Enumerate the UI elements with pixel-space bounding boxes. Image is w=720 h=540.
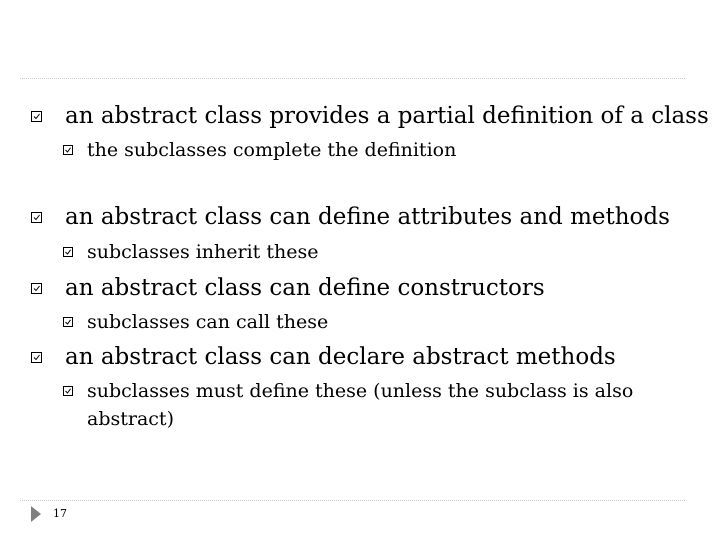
bullet-icon xyxy=(31,352,42,363)
sub-bullet-text-line-1: subclasses must define these (unless the subclass is also xyxy=(87,380,634,402)
sub-bullet-text: subclasses can call these xyxy=(87,311,329,333)
bullet-icon xyxy=(63,145,73,155)
bullet-icon xyxy=(31,111,42,122)
page-arrow-icon xyxy=(30,505,42,523)
sub-bullet-text: the subclasses complete the definition xyxy=(87,139,457,161)
bullet-icon xyxy=(31,212,42,223)
bullet-text: an abstract class can define constructors xyxy=(65,275,545,301)
bullet-icon xyxy=(63,386,73,396)
bottom-divider xyxy=(20,500,685,501)
sub-bullet-text-line-2: abstract) xyxy=(87,408,174,430)
bullet-text: an abstract class provides a partial definition of a class xyxy=(65,103,709,129)
sub-bullet-text: subclasses inherit these xyxy=(87,241,319,263)
page-number: 17 xyxy=(53,507,67,520)
top-divider xyxy=(20,78,685,79)
bullet-icon xyxy=(63,317,73,327)
bullet-icon xyxy=(63,247,73,257)
bullet-icon xyxy=(31,283,42,294)
bullet-text: an abstract class can define attributes and methods xyxy=(65,204,670,230)
bullet-text: an abstract class can declare abstract methods xyxy=(65,344,616,370)
